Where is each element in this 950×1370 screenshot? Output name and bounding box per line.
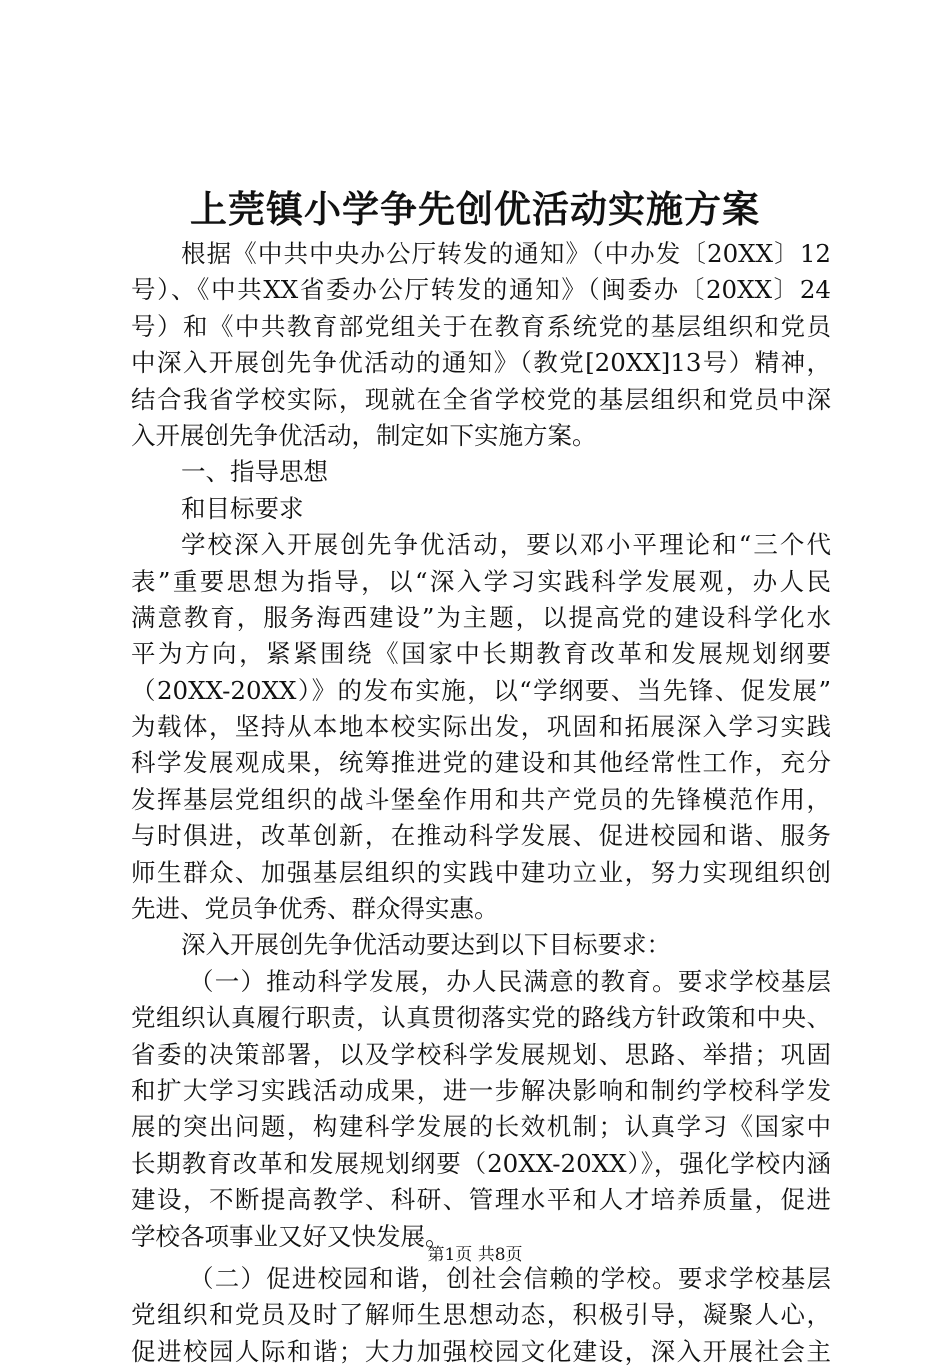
body-line: 发挥基层党组织的战斗堡垒作用和共产党员的先锋模范作用，: [131, 784, 831, 814]
body-line: 党组织和党员及时了解师生思想动态，积极引导，凝聚人心，: [131, 1300, 831, 1330]
body-line: 长期教育改革和发展规划纲要（20XX-20XX）》，强化学校内涵: [131, 1148, 831, 1178]
body-line: （二）促进校园和谐，创社会信赖的学校。要求学校基层: [189, 1263, 831, 1293]
document-title: 上莞镇小学争先创优活动实施方案: [190, 187, 760, 231]
body-line: 党组织认真履行职责，认真贯彻落实党的路线方针政策和中央、: [131, 1003, 831, 1033]
body-line: 入开展创先争优活动，制定如下实施方案。: [131, 420, 597, 450]
body-line: 与时俱进，改革创新，在推动科学发展、促进校园和谐、服务: [131, 821, 831, 851]
section-heading: 一、指导思想: [181, 457, 328, 487]
body-line: 师生群众、加强基层组织的实践中建功立业，努力实现组织创: [131, 857, 831, 887]
body-line: 深入开展创先争优活动要达到以下目标要求：: [181, 930, 671, 960]
body-line: 学校深入开展创先争优活动，要以邓小平理论和“三个代: [181, 530, 831, 560]
body-line: 根据《中共中央办公厅转发的通知》（中办发〔20XX〕12: [181, 239, 831, 268]
body-line: 表”重要思想为指导，以“深入学习实践科学发展观，办人民: [131, 566, 831, 596]
body-line: 促进校园人际和谐；大力加强校园文化建设，深入开展社会主: [131, 1336, 831, 1366]
body-line: 省委的决策部署，以及学校科学发展规划、思路、举措；巩固: [131, 1039, 831, 1069]
body-line: 学校各项事业又好又快发展。: [131, 1221, 450, 1251]
body-line: 平为方向，紧紧围绕《国家中长期教育改革和发展规划纲要: [131, 639, 831, 669]
body-line: （20XX-20XX）》的发布实施，以“学纲要、当先锋、促发展”: [131, 675, 831, 705]
body-line: 先进、党员争优秀、群众得实惠。: [131, 894, 499, 924]
body-line: 号）和《中共教育部党组关于在教育系统党的基层组织和党员: [131, 311, 831, 341]
page-footer: 第1页 共8页: [427, 1245, 523, 1265]
body-line: 结合我省学校实际，现就在全省学校党的基层组织和党员中深: [131, 384, 831, 414]
body-line: （一）推动科学发展，办人民满意的教育。要求学校基层: [189, 966, 831, 996]
document-body: [131, 236, 831, 1370]
section-heading: 和目标要求: [181, 493, 304, 523]
body-line: 中深入开展创先争优活动的通知》（教党[20XX]13号）精神，: [131, 348, 831, 378]
body-line: 建设，不断提高教学、科研、管理水平和人才培养质量，促进: [131, 1185, 831, 1215]
body-line: 满意教育，服务海西建设”为主题，以提高党的建设科学化水: [131, 602, 831, 632]
body-line: 号）、《中共XX省委办公厅转发的通知》（闽委办〔20XX〕24: [131, 275, 831, 305]
body-line: 展的突出问题，构建科学发展的长效机制；认真学习《国家中: [131, 1112, 831, 1142]
body-line: 和扩大学习实践活动成果，进一步解决影响和制约学校科学发: [131, 1075, 831, 1105]
body-line: 为载体，坚持从本地本校实际出发，巩固和拓展深入学习实践: [131, 712, 831, 742]
body-line: 科学发展观成果，统筹推进党的建设和其他经常性工作，充分: [131, 748, 831, 778]
